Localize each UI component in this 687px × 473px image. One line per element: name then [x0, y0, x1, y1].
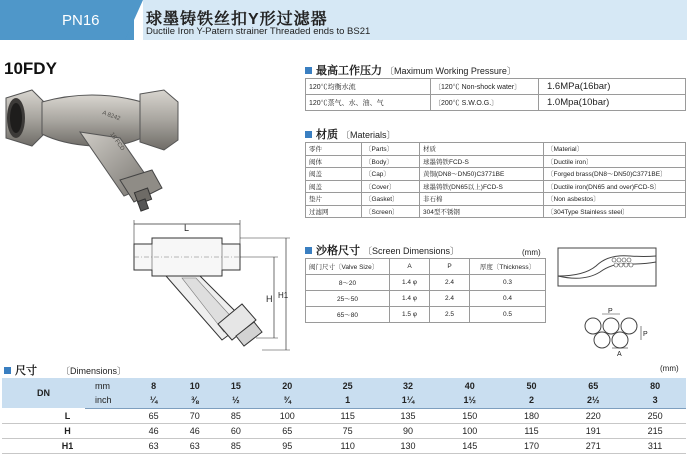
col-mat-cn: 材质 — [420, 143, 544, 156]
cell-value: 70 — [174, 408, 215, 423]
dim-label-l: L — [184, 223, 190, 233]
product-title-cn: 球墨铸铁丝扣Y形过滤器 — [146, 11, 328, 28]
mat-en: 〔Ductile iron(DN65 and over)FCD-S〕 — [544, 180, 686, 193]
dim-p: 2.4 — [430, 275, 470, 291]
mm-value: 10 — [174, 378, 215, 393]
table-row — [306, 205, 686, 218]
cell-value: 75 — [318, 423, 377, 438]
cell-value: 180 — [501, 408, 563, 423]
pressure-en: 〔200℃ S.W.O.G.〕 — [431, 95, 539, 111]
mat-cn: 球墨铸铁FCD-S — [420, 155, 544, 168]
mat-cn: 球墨铸铁(DN65以上)FCD-S — [420, 180, 544, 193]
part-cn: 阀盖 — [306, 180, 362, 193]
inch-value: ¼ — [133, 393, 174, 408]
cell-value: 220 — [562, 408, 624, 423]
screen-title-cn: 沙格尺寸 — [316, 245, 360, 257]
table-row — [2, 423, 686, 438]
strainer-drawing — [122, 218, 294, 358]
cell-value: 95 — [256, 438, 318, 453]
mat-en: 〔304Type Stainless steel〕 — [544, 205, 686, 218]
part-en: 〔Body〕 — [362, 155, 420, 168]
materials-section-title — [305, 126, 396, 142]
row-label: H — [2, 423, 133, 438]
table-row — [2, 408, 686, 423]
model-number: 10FDY — [4, 59, 57, 78]
section-square-icon — [305, 67, 312, 74]
pressure-rating-label: PN16 — [62, 12, 100, 29]
mm-value: 50 — [501, 378, 563, 393]
col-a: A — [390, 259, 430, 275]
inch-value: ½ — [215, 393, 256, 408]
inch-value: 2 — [501, 393, 563, 408]
cell-value: 115 — [501, 423, 563, 438]
section-square-icon — [305, 247, 312, 254]
col-valve-size: 阀门尺寸〔Valve Size〕 — [306, 259, 390, 275]
cell-value: 150 — [439, 408, 501, 423]
mat-cn: 黄铜(DN8～DN50)C3771BE — [420, 168, 544, 181]
part-cn: 阀体 — [306, 155, 362, 168]
cell-value: 215 — [624, 423, 686, 438]
table-row — [306, 193, 686, 206]
inch-value: 3 — [624, 393, 686, 408]
pressure-rating-tab — [0, 0, 134, 40]
header-notch — [125, 0, 143, 40]
inch-value: ⅜ — [174, 393, 215, 408]
dimensions-section-title — [4, 362, 126, 378]
table-header-row — [306, 143, 686, 156]
materials-title-en: 〔Materials〕 — [341, 130, 396, 140]
pressure-cn: 120℃蒸气、水、油、气 — [306, 95, 431, 111]
col-part-cn: 零件 — [306, 143, 362, 156]
table-header-row — [2, 393, 686, 408]
part-en: 〔Cover〕 — [362, 180, 420, 193]
dim-a: 1.4 φ — [390, 275, 430, 291]
pressure-title-cn: 最高工作压力 — [316, 65, 382, 77]
dim-p: 2.5 — [430, 307, 470, 323]
mm-value: 15 — [215, 378, 256, 393]
pressure-title-en: 〔Maximum Working Pressure〕 — [385, 66, 516, 76]
pressure-value: 1.6MPa(16bar) — [539, 79, 686, 95]
table-row — [306, 95, 686, 111]
svg-text:16 FCD: 16 FCD — [108, 131, 126, 153]
pressure-section-title — [305, 62, 516, 78]
cell-value: 271 — [562, 438, 624, 453]
mat-cn: 非石棉 — [420, 193, 544, 206]
page-header — [0, 0, 687, 40]
thickness: 0.5 — [470, 307, 546, 323]
dim-p: 2.4 — [430, 291, 470, 307]
part-en: 〔Cap〕 — [362, 168, 420, 181]
cell-value: 170 — [501, 438, 563, 453]
col-thickness: 厚度〔Thickness〕 — [470, 259, 546, 275]
table-header-row — [306, 259, 546, 275]
mat-en: 〔Ductile iron〕 — [544, 155, 686, 168]
screen-unit: (mm) — [522, 248, 541, 257]
hole-pattern-figure — [575, 306, 655, 358]
table-row — [306, 275, 546, 291]
mm-value: 40 — [439, 378, 501, 393]
mm-value: 25 — [318, 378, 377, 393]
valve-size: 8～20 — [306, 275, 390, 291]
table-row — [306, 79, 686, 95]
cell-value: 191 — [562, 423, 624, 438]
pressure-cn: 120℃均衡水流 — [306, 79, 431, 95]
table-row — [306, 180, 686, 193]
dim-label-h1: H1 — [278, 291, 289, 300]
cell-value: 46 — [174, 423, 215, 438]
table-row — [306, 307, 546, 323]
pressure-value: 1.0Mpa(10bar) — [539, 95, 686, 111]
materials-title-cn: 材质 — [316, 129, 338, 141]
table-row — [306, 168, 686, 181]
strainer-photo — [2, 80, 180, 220]
part-en: 〔Screen〕 — [362, 205, 420, 218]
fig-label-p2: P — [643, 331, 648, 338]
inch-value: 1 — [318, 393, 377, 408]
mat-cn: 304型不锈钢 — [420, 205, 544, 218]
dimensions-title-en: 〔Dimensions〕 — [61, 366, 127, 376]
table-row — [306, 291, 546, 307]
dimensions-unit: (mm) — [660, 364, 679, 373]
cell-value: 46 — [133, 423, 174, 438]
table-row — [306, 155, 686, 168]
screen-table — [305, 258, 546, 323]
valve-size: 65～80 — [306, 307, 390, 323]
screen-mesh-figure — [556, 242, 660, 292]
product-title-en: Ductile Iron Y-Patern strainer Threaded ends to BS21 — [146, 26, 371, 37]
cell-value: 90 — [377, 423, 439, 438]
thickness: 0.3 — [470, 275, 546, 291]
cell-value: 311 — [624, 438, 686, 453]
mm-value: 80 — [624, 378, 686, 393]
pressure-table — [305, 78, 686, 111]
cell-value: 115 — [318, 408, 377, 423]
dimensions-title-cn: 尺寸 — [15, 365, 37, 377]
cell-value: 63 — [174, 438, 215, 453]
cell-value: 63 — [133, 438, 174, 453]
mm-value: 20 — [256, 378, 318, 393]
inch-value: 2½ — [562, 393, 624, 408]
dn-label: DN — [2, 378, 85, 408]
cell-value: 130 — [377, 438, 439, 453]
fig-label-a: A — [617, 351, 622, 358]
cell-value: 65 — [256, 423, 318, 438]
mm-label: mm — [85, 378, 133, 393]
screen-title-en: 〔Screen Dimensions〕 — [363, 246, 460, 256]
part-en: 〔Gasket〕 — [362, 193, 420, 206]
fig-label-p: P — [608, 308, 613, 315]
col-p: P — [430, 259, 470, 275]
dimensions-table — [2, 378, 686, 454]
dim-label-h: H — [266, 294, 273, 304]
dim-a: 1.4 φ — [390, 291, 430, 307]
part-cn: 垫片 — [306, 193, 362, 206]
mat-en: 〔Forged brass(DN8～DN50)C3771BE〕 — [544, 168, 686, 181]
cell-value: 85 — [215, 408, 256, 423]
cell-value: 100 — [256, 408, 318, 423]
row-label: H1 — [2, 438, 133, 453]
cell-value: 135 — [377, 408, 439, 423]
cell-value: 250 — [624, 408, 686, 423]
part-cn: 阀盖 — [306, 168, 362, 181]
inch-value: ¾ — [256, 393, 318, 408]
inch-label: inch — [85, 393, 133, 408]
inch-value: 1½ — [439, 393, 501, 408]
section-square-icon — [4, 367, 11, 374]
cell-value: 145 — [439, 438, 501, 453]
materials-table — [305, 142, 686, 218]
screen-section-title — [305, 242, 459, 258]
cell-value: 60 — [215, 423, 256, 438]
mm-value: 8 — [133, 378, 174, 393]
cell-value: 100 — [439, 423, 501, 438]
section-square-icon — [305, 131, 312, 138]
valve-size: 25～50 — [306, 291, 390, 307]
svg-text:A 8242: A 8242 — [101, 110, 121, 123]
cell-value: 110 — [318, 438, 377, 453]
part-cn: 过滤网 — [306, 205, 362, 218]
col-mat-en: 〔Material〕 — [544, 143, 686, 156]
pressure-en: 〔120℃ Non-shock water〕 — [431, 79, 539, 95]
mm-value: 32 — [377, 378, 439, 393]
mm-value: 65 — [562, 378, 624, 393]
mat-en: 〔Non asbestos〕 — [544, 193, 686, 206]
row-label: L — [2, 408, 133, 423]
cell-value: 85 — [215, 438, 256, 453]
table-row — [2, 438, 686, 453]
inch-value: 1¼ — [377, 393, 439, 408]
table-header-row — [2, 378, 686, 393]
cell-value: 65 — [133, 408, 174, 423]
dim-a: 1.5 φ — [390, 307, 430, 323]
thickness: 0.4 — [470, 291, 546, 307]
col-part-en: 〔Parts〕 — [362, 143, 420, 156]
